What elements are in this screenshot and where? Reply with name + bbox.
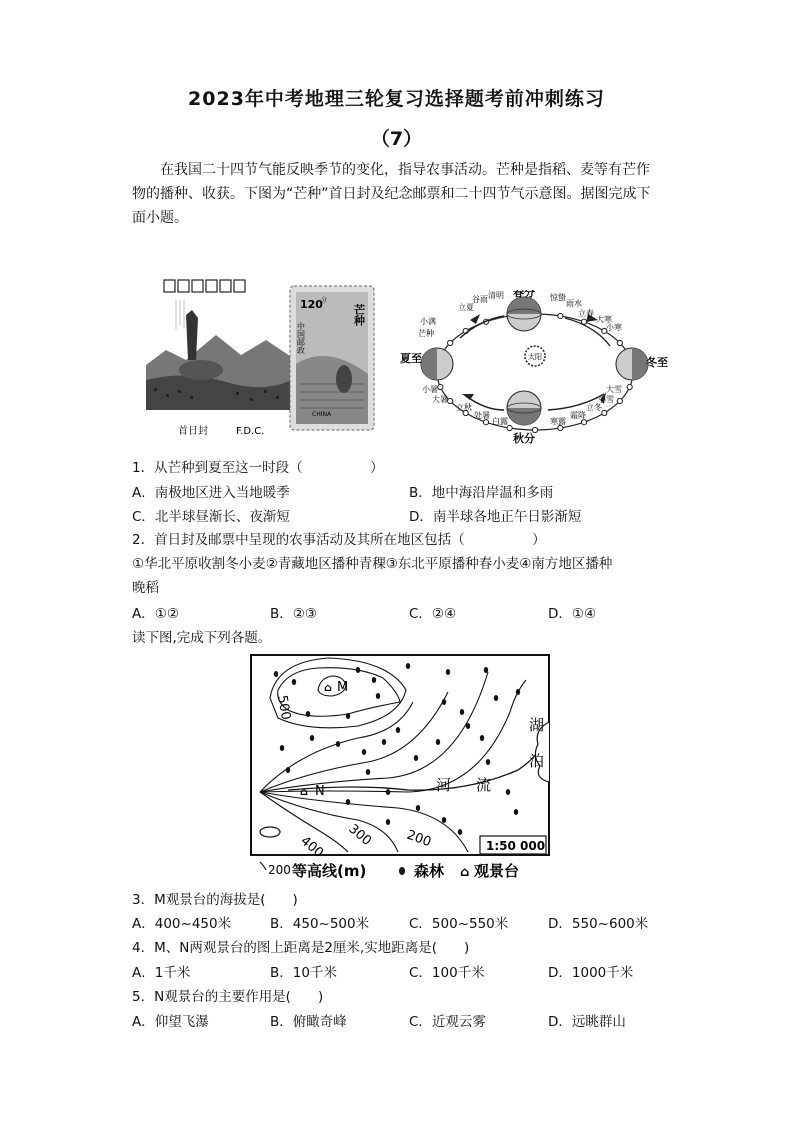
solar-term-label: 谷雨 — [472, 295, 488, 304]
forest-symbol — [414, 755, 418, 761]
page-title: 2023年中考地理三轮复习选择题考前冲刺练习 — [188, 88, 605, 110]
contour-map-figure — [248, 652, 558, 884]
q3-option-a[interactable]: A．400~450米 — [132, 916, 232, 932]
forest-symbol — [280, 745, 284, 751]
river-label-1: 河 — [436, 776, 452, 794]
point-n-label: N — [315, 784, 325, 799]
solar-term-label: 处暑 — [474, 411, 490, 420]
forest-symbol — [336, 741, 340, 747]
first-day-cover-figure — [146, 270, 296, 440]
sun-label: 太阳 — [528, 353, 542, 361]
solar-term-label: 惊蛰 — [550, 293, 566, 302]
earth-winter — [616, 348, 648, 380]
stamp-value-unit: 分 — [321, 297, 328, 304]
q1-stem: 1．从芒种到夏至这一时段（ ） — [132, 460, 384, 476]
forest-symbol — [386, 789, 390, 795]
stamp-latin: CHINA — [312, 411, 332, 418]
envelope-illustration — [146, 300, 296, 410]
q1-option-c[interactable]: C．北半球昼渐长、夜渐短 — [132, 509, 290, 525]
forest-symbol — [514, 809, 518, 815]
forest-symbol — [386, 819, 390, 825]
page-subtitle: （7） — [370, 128, 423, 150]
contour-label-400: 400 — [297, 833, 327, 862]
q5-option-a[interactable]: A．仰望飞瀑 — [132, 1014, 209, 1030]
q5-stem: 5．N观景台的主要作用是( ) — [132, 989, 324, 1005]
envelope-caption-right: F.D.C. — [236, 426, 265, 437]
contour-label-200: 200 — [404, 827, 434, 851]
term-spring-equinox: 春分 — [513, 290, 535, 299]
term-winter-solstice: 冬至 — [646, 356, 668, 369]
legend-contour-value: 200 — [268, 863, 291, 877]
q2-statement-line1: ①华北平原收割冬小麦②青藏地区播种青稞③东北平原播种春小麦④南方地区播种 — [132, 556, 613, 572]
q2-option-d[interactable]: D．①④ — [548, 606, 597, 622]
contour-label-500: 500 — [274, 694, 294, 722]
orbit-point — [627, 384, 632, 389]
solar-term-label: 立秋 — [456, 403, 472, 412]
forest-symbol — [494, 695, 498, 701]
forest-symbol — [366, 769, 370, 775]
solar-term-label: 立冬 — [586, 403, 602, 412]
q2-option-b[interactable]: B．②③ — [270, 606, 317, 622]
q5-option-c[interactable]: C．近观云雾 — [409, 1014, 486, 1030]
forest-symbol — [372, 677, 376, 683]
q3-stem: 3．M观景台的海拔是( ) — [132, 892, 298, 908]
forest-symbol — [306, 711, 310, 717]
stamp-country: 中国邮政 — [296, 322, 306, 354]
forest-symbol — [274, 671, 278, 677]
forest-symbol — [506, 789, 510, 795]
legend-contour-text: 等高线(m) — [292, 862, 367, 880]
forest-symbol — [458, 829, 462, 835]
map-scale: 1:50 000 — [486, 839, 546, 853]
legend-tower-text: 观景台 — [474, 862, 520, 880]
solar-term-label: 小寒 — [606, 323, 622, 332]
q2-stem: 2．首日封及邮票中呈现的农事活动及其所在地区包括（ ） — [132, 532, 546, 548]
solar-term-label: 小暑 — [422, 385, 438, 394]
legend-forest-text: 森林 — [414, 862, 445, 880]
solar-term-label: 立春 — [578, 309, 594, 318]
legend-forest-icon — [399, 867, 405, 875]
lake-label-2: 泊 — [529, 752, 545, 770]
q5-option-b[interactable]: B．俯瞰奇峰 — [270, 1014, 347, 1030]
legend-contour-icon — [260, 862, 266, 870]
solar-term-label: 小雪 — [598, 395, 614, 404]
commemorative-stamp — [288, 284, 378, 434]
forest-symbol — [406, 663, 410, 669]
earth-autumn — [507, 391, 541, 425]
solar-term-label: 大暑 — [432, 395, 448, 404]
q4-option-d[interactable]: D．1000千米 — [548, 965, 634, 981]
point-m-label: M — [337, 680, 349, 695]
q1-option-b[interactable]: B．地中海沿岸温和多雨 — [409, 485, 554, 501]
forest-symbol — [486, 759, 490, 765]
orbit-point — [438, 384, 443, 389]
orbit-point — [581, 420, 586, 425]
lake-label-1: 湖 — [529, 716, 545, 734]
orbit-point — [558, 313, 563, 318]
forest-symbol — [442, 817, 446, 823]
forest-symbol — [286, 767, 290, 773]
q4-option-b[interactable]: B．10千米 — [270, 965, 337, 981]
forest-symbol — [480, 735, 484, 741]
solar-terms-diagram — [400, 290, 670, 460]
tower-m-icon: ⌂ — [324, 681, 332, 694]
river-label-2: 流 — [476, 776, 492, 794]
contour-label-300: 300 — [345, 821, 375, 850]
q3-option-d[interactable]: D．550~600米 — [548, 916, 649, 932]
forest-symbol — [484, 667, 488, 673]
forest-symbol — [292, 679, 296, 685]
q5-option-d[interactable]: D．远眺群山 — [548, 1014, 626, 1030]
forest-symbol — [460, 709, 464, 715]
forest-symbol — [382, 739, 386, 745]
postcode-boxes — [164, 280, 245, 292]
forest-symbol — [346, 799, 350, 805]
orbit-point — [602, 410, 607, 415]
intro-paragraph: 在我国二十四节气能反映季节的变化，指导农事活动。芒种是指稻、麦等有芒作物的播种、收获。下图为“芒种”首日封及纪念邮票和二十四节气示意图。据图完成下面小题。 — [132, 162, 651, 226]
envelope-caption-left: 首日封 — [178, 426, 208, 437]
q1-option-d[interactable]: D．南半球各地正午日影渐短 — [409, 509, 582, 525]
q2-option-a[interactable]: A．①② — [132, 606, 179, 622]
forest-symbol — [516, 689, 520, 695]
solar-term-label: 大雪 — [606, 385, 622, 394]
forest-symbol — [346, 713, 350, 719]
forest-symbol — [376, 693, 380, 699]
orbit-point — [558, 425, 563, 430]
q3-option-b[interactable]: B．450~500米 — [270, 916, 370, 932]
q3-option-c[interactable]: C．500~550米 — [409, 916, 509, 932]
solar-term-label: 白露 — [492, 417, 508, 426]
legend-tower-icon: ⌂ — [460, 865, 470, 880]
forest-symbol — [416, 805, 420, 811]
solar-term-label: 雨水 — [566, 299, 582, 308]
q2-option-c[interactable]: C．②④ — [409, 606, 457, 622]
q1-option-a[interactable]: A．南极地区进入当地暖季 — [132, 485, 290, 501]
stamp-name: 芒种 — [352, 304, 366, 326]
forest-symbol — [446, 669, 450, 675]
term-summer-solstice: 夏至 — [400, 352, 422, 365]
q4-stem: 4．M、N两观景台的图上距离是2厘米,实地距离是( ) — [132, 940, 470, 956]
solar-term-label: 清明 — [488, 291, 504, 300]
solar-term-label: 立夏 — [458, 303, 474, 312]
orbit-point — [448, 340, 453, 345]
orbit-point — [617, 340, 622, 345]
solar-term-label: 芒种 — [418, 329, 434, 338]
solar-term-label: 霜降 — [570, 411, 586, 420]
forest-symbol — [356, 667, 360, 673]
solar-term-label: 小满 — [420, 317, 436, 326]
forest-symbol — [310, 735, 314, 741]
q2-statement-line2: 晚稻 — [132, 580, 159, 596]
stamp-value: 120 — [300, 298, 323, 311]
orbit-point — [448, 398, 453, 403]
solar-term-label: 大寒 — [596, 315, 612, 324]
forest-symbol — [362, 749, 366, 755]
forest-symbol — [396, 727, 400, 733]
orbit-point — [617, 398, 622, 403]
forest-symbol — [436, 739, 440, 745]
earth-spring — [507, 297, 541, 331]
earth-summer — [421, 348, 453, 380]
term-autumn-equinox: 秋分 — [513, 432, 535, 445]
tower-n-icon: ⌂ — [300, 785, 308, 798]
orbit-point — [507, 425, 512, 430]
q4-option-c[interactable]: C．100千米 — [409, 965, 485, 981]
orbit-point — [483, 420, 488, 425]
forest-symbol — [442, 699, 446, 705]
forest-symbol — [466, 723, 470, 729]
solar-term-label: 寒露 — [550, 417, 566, 426]
q4-option-a[interactable]: A．1千米 — [132, 965, 191, 981]
reading-prompt: 读下图,完成下列各题。 — [132, 630, 272, 646]
